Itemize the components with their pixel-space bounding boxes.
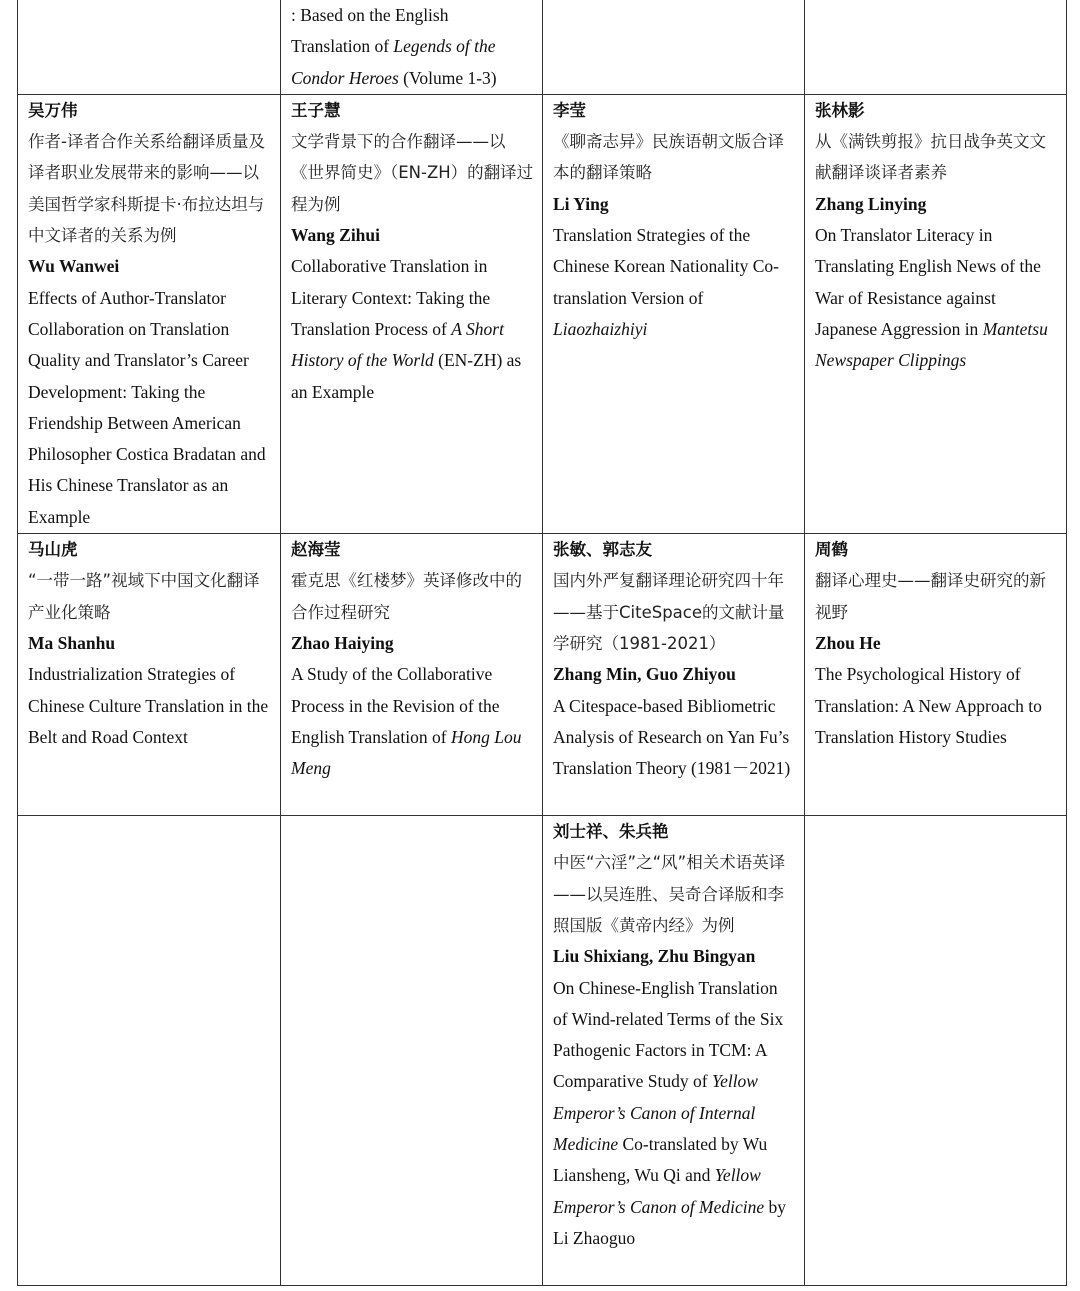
author-en: Ma Shanhu — [28, 632, 116, 653]
author-en: Liu Shixiang, Zhu Bingyan — [553, 946, 756, 967]
table-cell — [281, 0, 543, 94]
article-cell — [805, 534, 1067, 816]
article-cell — [18, 94, 281, 533]
title-zh: “一带一路”视域下中国文化翻译产业化策略 — [28, 571, 260, 622]
title-en: Effects of Author-Translator Collaboration on Translation Quality and Translator’s Career Development: Taking the Friendship Between American Philosopher Costica Bradatan and His Chinese Translator as an Example — [28, 287, 266, 527]
title-zh: 国内外严复翻译理论研究四十年——基于CiteSpace的文献计量学研究（1981-2021） — [553, 571, 785, 653]
articles-table — [17, 0, 1067, 1286]
author-en: Zhou He — [815, 632, 881, 653]
table-cell — [805, 816, 1067, 1286]
title-en: Collaborative Translation in Literary Context: Taking the Translation Process of A Short History of the World (EN-ZH) as an Example — [291, 256, 522, 402]
author-zh: 王子慧 — [291, 100, 341, 120]
title-zh: 中医“六淫”之“风”相关术语英译——以吴连胜、吴奇合译版和李照国版《黄帝内经》为例 — [553, 853, 786, 935]
article-cell — [805, 94, 1067, 533]
author-zh: 张敏、郭志友 — [553, 540, 652, 560]
title-en: A Citespace-based Bibliometric Analysis of Research on Yan Fu’s Translation Theory (1981－2021) — [553, 695, 791, 779]
article-cell — [18, 534, 281, 816]
title-zh: 霍克思《红楼梦》英译修改中的合作过程研究 — [291, 571, 522, 622]
article-cell — [281, 94, 543, 533]
table-cell — [18, 816, 281, 1286]
author-en: Wang Zihui — [291, 225, 381, 246]
title-en: Industrialization Strategies of Chinese Culture Translation in the Belt and Road Context — [28, 664, 269, 747]
author-en: Zhang Min, Guo Zhiyou — [553, 664, 736, 685]
author-zh: 马山虎 — [28, 540, 78, 560]
table-row — [18, 816, 1067, 1286]
continued-title: : Based on the English Translation of Legends of the Condor Heroes (Volume 1-3) — [291, 5, 497, 88]
table-row — [18, 94, 1067, 533]
author-zh: 张林影 — [815, 100, 865, 120]
table-cell — [543, 0, 805, 94]
author-zh: 李莹 — [553, 100, 586, 120]
author-zh: 吴万伟 — [28, 100, 78, 120]
author-zh: 周鹤 — [815, 540, 848, 560]
title-zh: 从《满铁剪报》抗日战争英文文献翻译谈译者素养 — [815, 132, 1046, 183]
article-cell — [281, 534, 543, 816]
title-zh: 《聊斋志异》民族语朝文版合译本的翻译策略 — [553, 132, 784, 183]
title-zh: 翻译心理史——翻译史研究的新视野 — [815, 571, 1046, 622]
article-cell — [543, 534, 805, 816]
title-en: Translation Strategies of the Chinese Korean Nationality Co-translation Version of Liaozhaizhiyi — [553, 225, 779, 339]
title-en: A Study of the Collaborative Process in the Revision of the English Translation of Hong Lou Meng — [291, 664, 522, 779]
article-cell — [543, 94, 805, 533]
title-zh: 文学背景下的合作翻译——以《世界简史》（EN-ZH）的翻译过程为例 — [291, 132, 534, 214]
table-cell — [18, 0, 281, 94]
article-cell — [543, 816, 805, 1286]
author-en: Zhao Haiying — [291, 632, 394, 653]
title-en: The Psychological History of Translation: A New Approach to Translation History Studies — [815, 664, 1042, 747]
title-en: On Chinese-English Translation of Wind-related Terms of the Six Pathogenic Factors in TCM: A Comparative Study of Yellow Emperor’s Canon of Internal Medicine Co-translated by Wu Liansheng, Wu Qi and Yellow Emperor’s Canon of Medicine by Li Zhaoguo — [553, 977, 786, 1248]
author-en: Zhang Linying — [815, 193, 927, 214]
author-en: Li Ying — [553, 193, 609, 214]
title-en: On Translator Literacy in Translating English News of the War of Resistance against Japanese Aggression in Mantetsu Newspaper Clippings — [815, 225, 1048, 371]
author-zh: 赵海莹 — [291, 540, 341, 560]
table-row — [18, 0, 1067, 94]
title-zh: 作者-译者合作关系给翻译质量及译者职业发展带来的影响——以美国哲学家科斯提卡·布拉达坦与中文译者的关系为例 — [28, 132, 265, 246]
table-cell — [805, 0, 1067, 94]
author-en: Wu Wanwei — [28, 256, 120, 277]
table-cell — [281, 816, 543, 1286]
author-zh: 刘士祥、朱兵艳 — [553, 822, 669, 842]
table-row — [18, 534, 1067, 816]
